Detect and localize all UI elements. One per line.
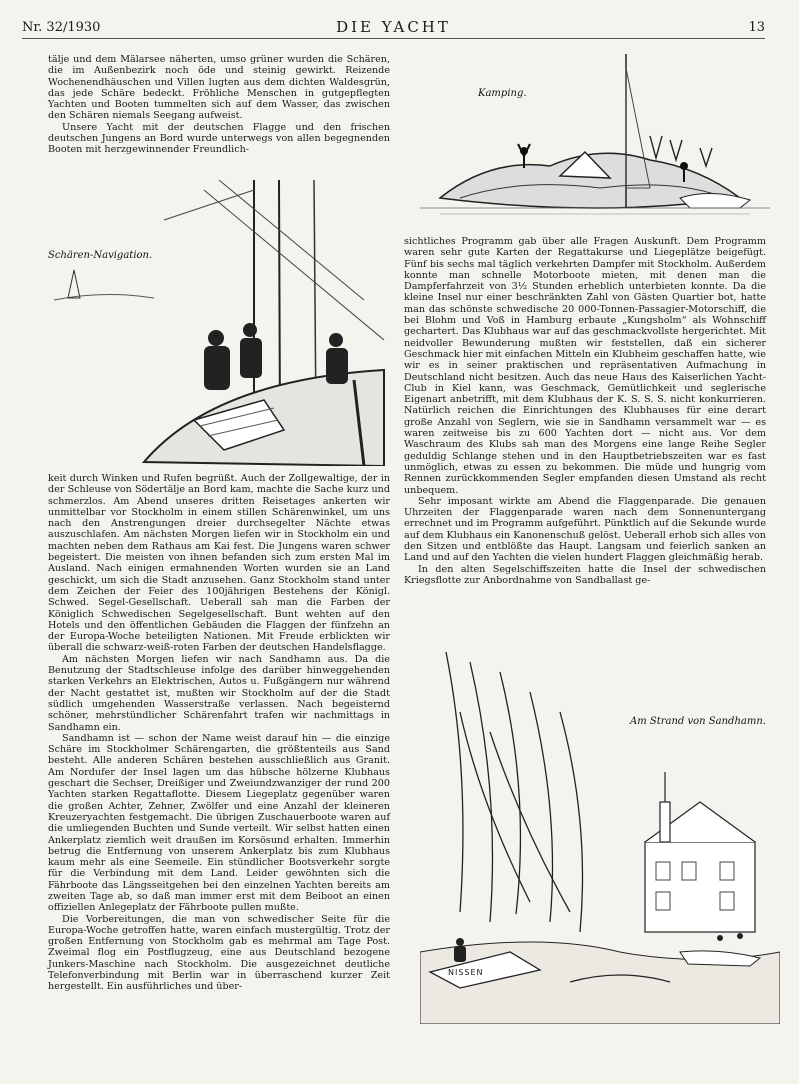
text-column-right bbox=[404, 236, 766, 586]
figure-am-strand-von-sandhamn bbox=[420, 652, 780, 1024]
figure-caption: Am Strand von Sandhamn. bbox=[630, 716, 766, 727]
schaeren-navigation-illustration bbox=[44, 180, 396, 466]
artist-signature: NISSEN bbox=[448, 968, 484, 977]
paragraph: Die Vorbereitungen, die man von schwedischer Seite für die Europa-Woche getroffen hatte, waren einfach mustergültig. Trotz der großen Entfernung von Stockholm gab es mehrmal am Tage Post. Zweimal flog ein Postflugzeug, eine aus Deutschland bezogene Junkers-Maschine nach Stockholm. Die ausgezeichnet deutliche Telefonverbindung mit Berlin war in überraschend kurzer Zeit hergestellt. Ein ausführliches und über- bbox=[48, 913, 390, 993]
paragraph: keit durch Winken und Rufen begrüßt. Auch der Zollgewaltige, der in der Schleuse von Södertälje an Bord kam, machte die Sache kurz und schmerzlos. Am Abend unseres dritten Reisetages ankerten wir unmittelbar vor Stockholm in einem stillen Schärenwinkel, um uns nach den Anstrengungen dreier durchsegelter Nächte etwas auszuschlafen. Am nächsten Morgen liefen wir in Stockholm ein und machten neben dem Rathaus am Kai fest. Die Jungens waren schwer begeistert. Die meisten von ihnen befanden sich zum ersten Mal im Ausland. Nach einigen ermahnenden Worten wurden sie an Land geschickt, um sich die Stadt anzusehen. Ganz Stockholm stand unter dem Zeichen der Feier des 100jährigen Bestehens der Königl. Schwed. Segel-Gesellschaft. Ueberall sah man die Farben der Königlich Schwedischen Segelgesellschaft. Bunt wehten auf den Hotels und den öffentlichen Gebäuden die Flaggen der fünfzehn an der Europa-Woche beteiligten Nationen. Mit Freude erblickten wir überall die schwarz-weiß-roten Farben der deutschen Handelsflagge. bbox=[48, 473, 390, 654]
paragraph: Unsere Yacht mit der deutschen Flagge und den frischen deutschen Jungens an Bord wurde unterwegs von allen begegnenden Booten mit herzgewinnender Freundlich- bbox=[48, 121, 390, 156]
paragraph: tälje und dem Mälarsee näherten, umso grüner wurden die Schären, die im Außenbezirk noch öde und steinig gewirkt. Reizende Wochenendhäuschen und Villen lugten aus dem dichten Waldesgrün, das jede Schäre bedeckt. Fröhliche Menschen in gutgepflegten Yachten und Booten tummelten sich auf dem Wasser, das zwischen den Schären niemals Seegang aufweist. bbox=[48, 54, 390, 122]
page-header bbox=[22, 14, 765, 38]
magazine-title: DIE YACHT bbox=[336, 18, 451, 36]
figure-caption: Kamping. bbox=[478, 88, 527, 99]
text-column-left-bottom bbox=[48, 473, 390, 993]
paragraph: Sandhamn ist — schon der Name weist darauf hin — die einzige Schäre im Stockholmer Schärengarten, die größtenteils aus Sand besteht. Alle anderen Schären bestehen ausschließlich aus Granit. Am Nordufer der Insel lagen um das hübsche hölzerne Klubhaus geschart die Sechser, Dreißiger und Zweiundzwanziger der rund 200 Yachten starken Regattaflotte. Diesem Liegeplatz gegenüber waren die großen Achter, Zehner, Zwölfer und eine Anzahl der kleineren Kreuzeryachten festgemacht. Die übrigen Zuschauerboote waren auf die umliegenden Buchten und Sunde verteilt. Wir selbst hatten einen Ankerplatz ziemlich weit draußen im Korsösund erhalten. Immerhin betrug die Entfernung von unserem Ankerplatz bis zum Klubhaus kaum mehr als eine Seemeile. Ein stündlicher Bootsverkehr sorgte für die Verbindung mit dem Land. Leider gewöhnten sich die Fährboote das Längsseitgehen bei den einzelnen Yachten bereits am zweiten Tage ab, so daß man immer erst mit dem Beiboot an einen offiziellen Anlegeplatz der Fährboote pullen mußte. bbox=[48, 732, 390, 914]
page-number: 13 bbox=[748, 20, 765, 35]
paragraph: Am nächsten Morgen liefen wir nach Sandhamn aus. Da die Benutzung der Stadtschleuse infolge des darüber hinweggehenden starken Verkehrs an Elektrischen, Autos u. Fußgängern nur während der Nacht gestattet ist, mußten wir Stockholm auf der die Stadt südlich umgehenden Wasserstraße verlassen. Nach begeisternd schöner, mehrstündlicher Schärenfahrt trafen wir nachmittags in Sandhamn ein. bbox=[48, 653, 390, 733]
figure-schaeren-navigation bbox=[44, 180, 396, 466]
paragraph: Sehr imposant wirkte am Abend die Flaggenparade. Die genauen Uhrzeiten der Flaggenparade waren nach dem Sonnenuntergang errechnet und im Programm aufgeführt. Pünktlich auf die Sekunde wurde auf dem Klubhaus ein Kanonenschuß gelöst. Ueberall erhob sich alles von den Sitzen und entblößte das Haupt. Langsam und feierlich sanken an Land und auf den Yachten die vielen hundert Flaggen gleichmäßig herab. bbox=[404, 495, 766, 564]
paragraph: sichtliches Programm gab über alle Fragen Auskunft. Dem Programm waren sehr gute Karten der Regattakurse und Liegeplätze beigefügt. Fünf bis sechs mal täglich verkehrten Dampfer mit Stockholm. Außerdem konnte man schnelle Motorboote mieten, mit denen man die Dampferfahrzeit von 3½ Stunden erheblich unterbieten konnte. Da die kleine Insel nur einer beschränkten Zahl von Gästen Quartier bot, hatte man das schönste schwedische 20 000-Tonnen-Passagier-Motorschiff, die bei Blohm und Voß in Hamburg erbaute „Kungsholm“ als Wohnschiff gechartert. Das Klubhaus war auf das geschmackvollste hergerichtet. Mit neidvoller Bewunderung mußten wir feststellen, daß ein sicherer Geschmack hier mit einfachen Mitteln ein Klubheim geschaffen hatte, wie wir es in seiner praktischen und repräsentativen Aufmachung in Deutschland nicht besitzen. Auch das neue Haus des Kaiserlichen Yacht-Club in Kiel kann, was Geschmack, Gemütlichkeit und seglerische Eigenart anbetrifft, mit dem Klubhaus der K. S. S. S. nicht konkurrieren. Natürlich reichen die Einrichtungen des Klubhauses für eine derart große Anzahl von Seglern, wie sie in Sandhamn versammelt war — es waren zeitweise bis zu 600 Yachten dort — nicht aus. Vor dem Waschraum des Klubs sah man des Morgens eine lange Reihe Segler geduldig Schlange stehen und in den Hauptbetriebszeiten war es fast unmöglich, etwas zu essen zu bekommen. Die müde und hungrig vom Rennen zurückkommenden Segler empfanden diesen Umstand als recht unbequem. bbox=[404, 236, 766, 496]
figure-caption: Schären-Navigation. bbox=[48, 250, 153, 261]
header-rule bbox=[22, 38, 765, 39]
figure-kamping bbox=[400, 48, 780, 224]
paragraph: In den alten Segelschiffszeiten hatte die Insel der schwedischen Kriegsflotte zur Anbordnahme von Sandballast ge- bbox=[404, 563, 766, 586]
issue-number: Nr. 32/1930 bbox=[22, 20, 101, 35]
text-column-left-top bbox=[48, 54, 390, 156]
kamping-illustration bbox=[400, 48, 780, 224]
